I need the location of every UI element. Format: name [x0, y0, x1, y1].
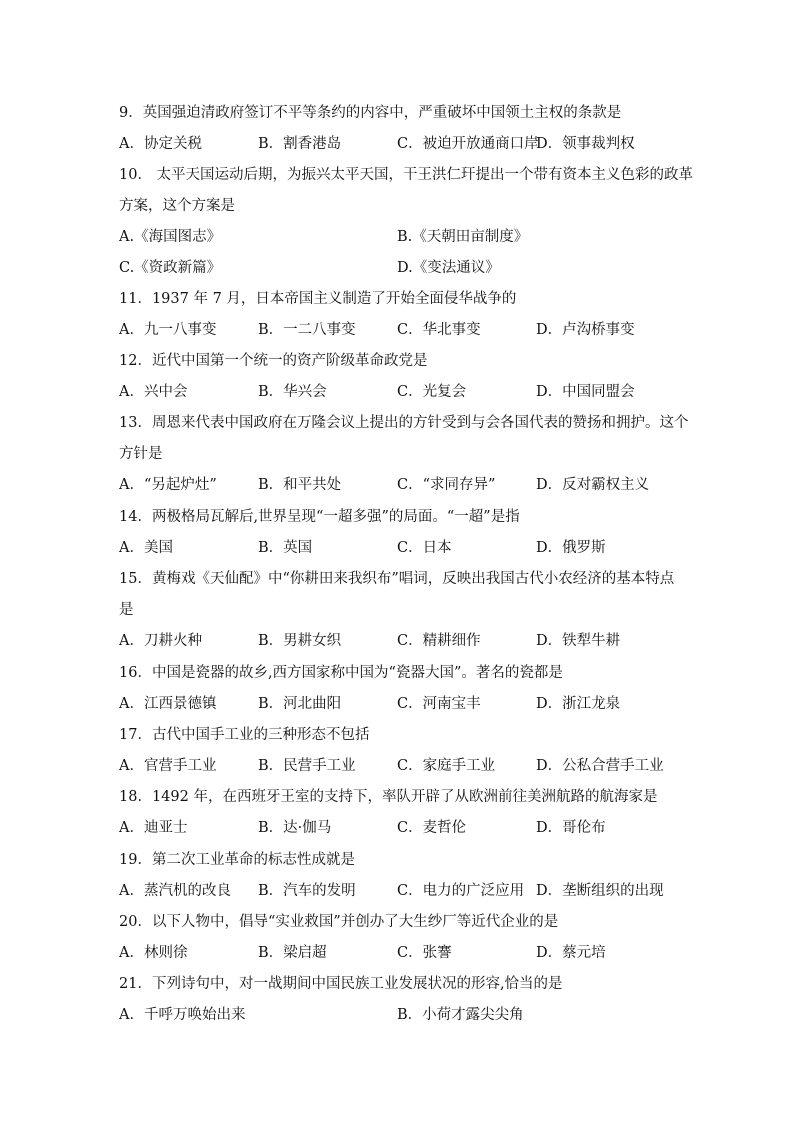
option-a: A．协定关税: [119, 136, 202, 152]
options-row: [119, 470, 679, 501]
options-row: [119, 689, 679, 720]
option-c: C.《资政新篇》: [119, 260, 222, 276]
question-19: [119, 845, 679, 907]
option-c: C．精耕细作: [397, 633, 481, 649]
question-stem: 21．下列诗句中，对一战期间中国民族工业发展状况的形容,恰当的是: [119, 976, 563, 992]
option-c: C．被迫开放通商口岸: [397, 136, 539, 152]
option-b: B．一二八事变: [258, 322, 356, 338]
option-d: D．蔡元培: [536, 945, 606, 961]
option-a: A．美国: [119, 540, 173, 556]
question-stem: 17．古代中国手工业的三种形态不包括: [119, 727, 370, 743]
option-b: B．英国: [258, 540, 313, 556]
option-b: B．和平共处: [258, 477, 342, 493]
option-a: A．“另起炉灶”: [119, 477, 217, 493]
option-c: C．“求同存异”: [397, 477, 496, 493]
question-16: [119, 658, 679, 720]
option-a: A．刀耕火种: [119, 633, 202, 649]
question-stem-continued: 方案，这个方案是: [119, 198, 235, 214]
question-stem: 11．1937 年 7 月，日本帝国主义制造了开始全面侵华战争的: [119, 291, 517, 307]
option-d: D．俄罗斯: [536, 540, 606, 556]
option-c: C．河南宝丰: [397, 696, 481, 712]
question-stem: 19．第二次工业革命的标志性成就是: [119, 852, 355, 868]
option-d: D．中国同盟会: [536, 384, 635, 400]
question-13: [119, 408, 689, 501]
option-d: D.《变法通议》: [397, 260, 500, 276]
option-a: A．蒸汽机的改良: [119, 883, 231, 899]
options-row: [119, 813, 679, 844]
option-b: B．男耕女织: [258, 633, 342, 649]
question-stem: 14．两极格局瓦解后,世界呈现“一超多强”的局面。“一超”是指: [119, 509, 520, 525]
options-row: [119, 533, 679, 564]
question-stem: 16．中国是瓷器的故乡,西方国家称中国为“瓷器大国”。著名的瓷都是: [119, 665, 563, 681]
question-stem: 9．英国强迫清政府签订不平等条约的内容中，严重破坏中国领土主权的条款是: [119, 105, 622, 121]
question-12: [119, 346, 679, 408]
question-stem: 20．以下人物中，倡导“实业救国”并创办了大生纱厂等近代企业的是: [119, 914, 559, 930]
option-c: C．华北事变: [397, 322, 481, 338]
options-row: [119, 222, 679, 253]
option-b: B.《天朝田亩制度》: [397, 229, 529, 245]
option-a: A．林则徐: [119, 945, 188, 961]
options-row: [119, 1000, 679, 1031]
option-d: D．领事裁判权: [536, 136, 635, 152]
option-a: A．千呼万唤始出来: [119, 1007, 246, 1023]
options-row: [119, 751, 679, 782]
question-stem: 18．1492 年，在西班牙王室的支持下，率队开辟了从欧洲前往美洲航路的航海家是: [119, 789, 658, 805]
option-b: B．民营手工业: [258, 758, 356, 774]
option-c: C．光复会: [397, 384, 467, 400]
option-b: B．达·伽马: [258, 820, 332, 836]
question-stem: 13．周恩来代表中国政府在万隆会议上提出的方针受到与会各国代表的赞扬和拥护。这个: [119, 415, 689, 431]
option-d: D．浙江龙泉: [536, 696, 621, 712]
option-a: A．江西景德镇: [119, 696, 217, 712]
option-b: B．汽车的发明: [258, 883, 356, 899]
option-a: A．兴中会: [119, 384, 188, 400]
option-b: B．割香港岛: [258, 136, 342, 152]
question-17: [119, 720, 679, 782]
option-c: C．麦哲伦: [397, 820, 467, 836]
question-11: [119, 284, 679, 346]
option-b: B．梁启超: [258, 945, 327, 961]
question-15: [119, 564, 679, 657]
question-stem: 12．近代中国第一个统一的资产阶级革命政党是: [119, 353, 428, 369]
option-c: C．张謇: [397, 945, 452, 961]
options-row: [119, 129, 679, 160]
option-d: D．公私合营手工业: [536, 758, 664, 774]
option-b: B．河北曲阳: [258, 696, 342, 712]
option-a: A.《海国图志》: [119, 229, 222, 245]
question-14: [119, 502, 679, 564]
option-d: D．卢沟桥事变: [536, 322, 635, 338]
options-row: [119, 626, 679, 657]
options-row: [119, 377, 679, 408]
question-stem-continued: 方针是: [119, 446, 163, 462]
option-b: B．小荷才露尖尖角: [397, 1007, 524, 1023]
question-stem: 15．黄梅戏《天仙配》中“你耕田来我织布”唱词，反映出我国古代小农经济的基本特点: [119, 571, 675, 587]
option-a: A．迪亚士: [119, 820, 188, 836]
options-row: [119, 938, 679, 969]
option-d: D．垄断组织的出现: [536, 883, 664, 899]
options-row: [119, 876, 679, 907]
question-21: [119, 969, 679, 1031]
option-d: D．反对霸权主义: [536, 477, 650, 493]
option-b: B．华兴会: [258, 384, 327, 400]
question-stem-continued: 是: [119, 602, 134, 618]
option-c: C．日本: [397, 540, 452, 556]
question-stem: 10． 太平天国运动后期，为振兴太平天国，干王洪仁玕提出一个带有资本主义色彩的政革: [119, 167, 694, 183]
options-row: [119, 253, 679, 284]
option-a: A．九一八事变: [119, 322, 217, 338]
question-10: [119, 160, 694, 284]
option-d: D．铁犁牛耕: [536, 633, 621, 649]
option-a: A．官营手工业: [119, 758, 217, 774]
question-20: [119, 907, 679, 969]
options-row: [119, 315, 679, 346]
option-c: C．电力的广泛应用: [397, 883, 525, 899]
option-c: C．家庭手工业: [397, 758, 496, 774]
option-d: D．哥伦布: [536, 820, 606, 836]
question-18: [119, 782, 679, 844]
question-9: [119, 98, 679, 160]
